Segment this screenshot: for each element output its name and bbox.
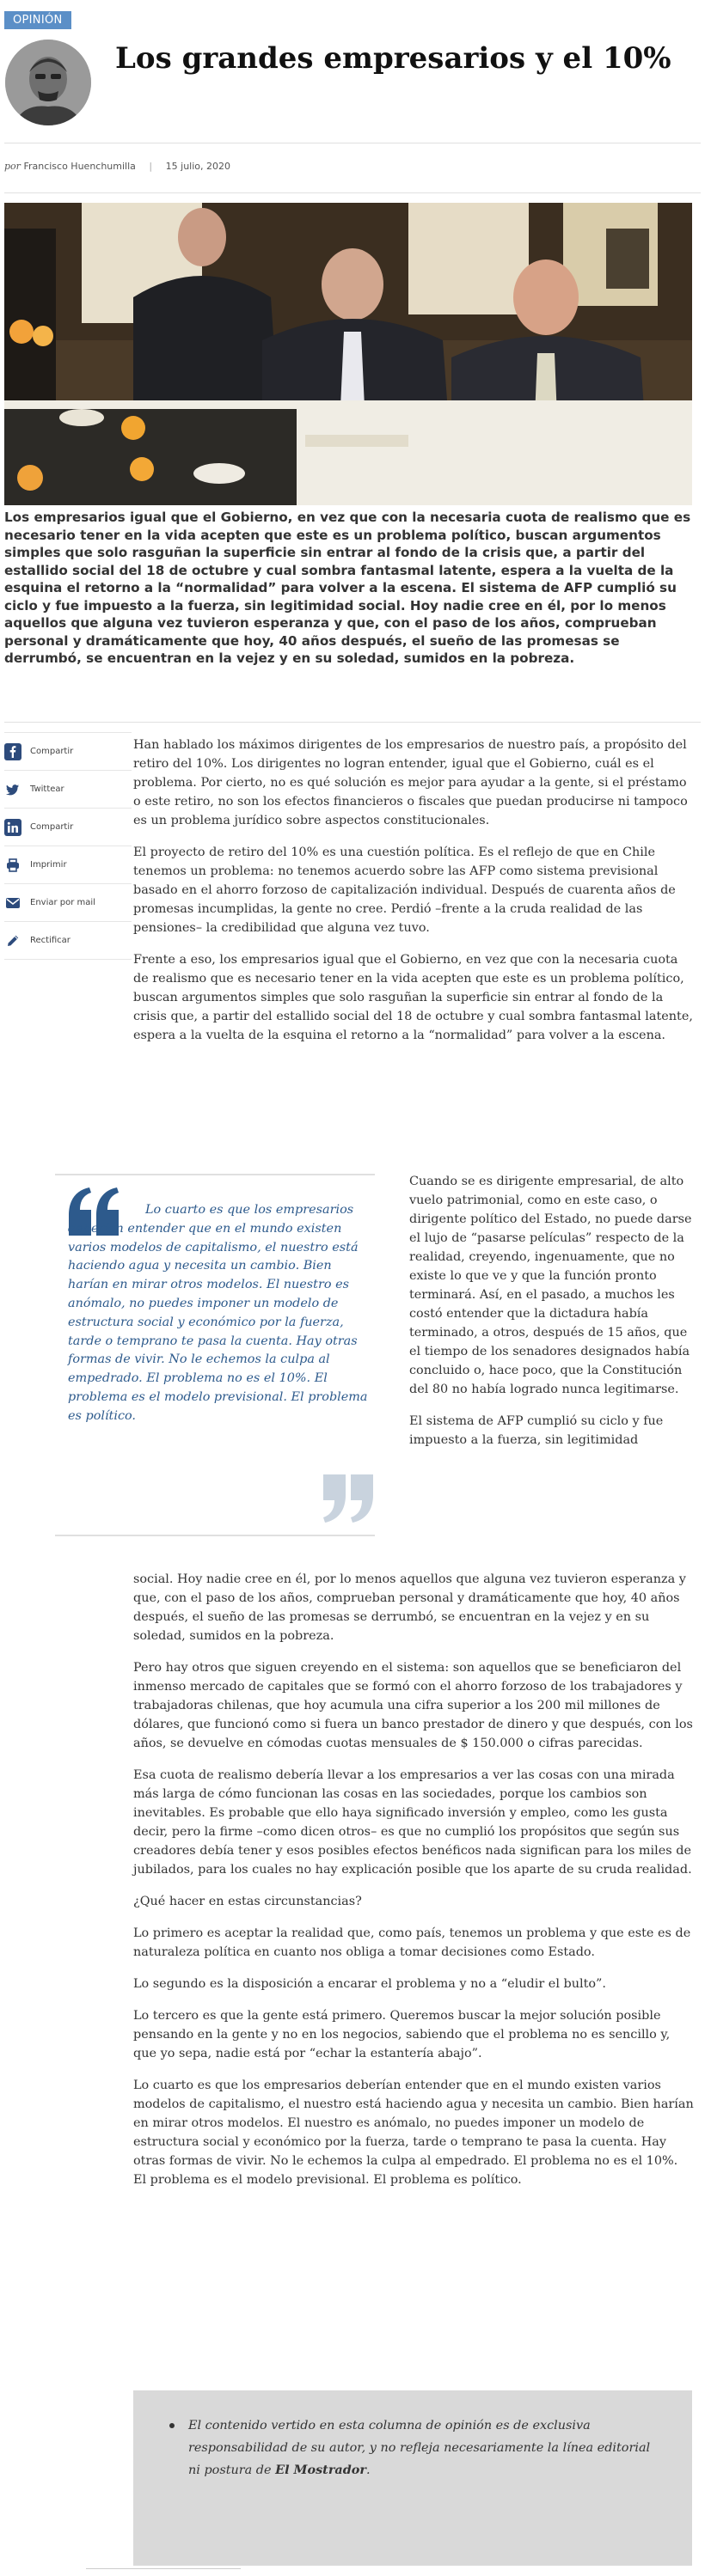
divider [4,192,701,193]
rectify-button[interactable] [4,922,132,960]
share-label: Compartir [30,822,74,832]
share-twitter-button[interactable] [4,771,132,809]
author-name[interactable]: Francisco Huenchumilla [23,161,136,172]
linkedin-icon [4,819,21,836]
paragraph: social. Hoy nadie cree en él, por lo menos aquellos que alguna vez tuvieron esperanza y que, con el paso de los años, comprueban personal y dramáticamente que hoy, 40 años después, el sueño de las promesas se derrumbó, se encuentran en la vejez y en su soledad, sumidos en la pobreza. [133,1572,686,1643]
article-body-bottom [133,1570,694,2202]
author-avatar[interactable] [5,40,91,125]
byline-separator: | [149,161,153,172]
article-lead: Los empresarios igual que el Gobierno, en vez que con la necesaria cuota de realismo que es necesario tener en la vida acepten que este es un problema político, buscan argumentos simples que solo rasguñan la superficie sin entrar al fondo de la crisis que, a partir del estallido social del 18 de octubre y cual sombra fantasmal latente, espera a la vuelta de la esquina el retorno a la “normalidad” para volver a la escena. El sistema de AFP cumplió su ciclo y fue impuesto a la fuerza, sin legitimidad social. Hoy nadie cree en él, por lo menos aquellos que alguna vez tuvieron esperanza y que, con el paso de los años, comprueban personal y dramáticamente que hoy, 40 años después, el sueño de las promesas se derrumbó, se encuentran en la vejez y en su soledad, sumidos en la pobreza. [4,510,691,666]
print-icon [4,857,21,874]
close-quote-icon [320,1471,375,1524]
paragraph: Lo primero es aceptar la realidad que, como país, tenemos un problema y que este es de naturaleza política en cuanto nos obliga a tomar decisiones como Estado. [133,1926,691,1959]
share-facebook-button[interactable] [4,732,132,771]
paragraph: Han hablado los máximos dirigentes de los empresarios de nuestro país, a propósito del retiro del 10%. Los dirigentes no logran entender, igual que el Gobierno, cuál es el problema. Por cierto, no es qué solución es mejor para ayudar a la gente, si el préstamo o este retiro, no son los efectos financieros o fiscales que puedan producirse ni tampoco es un problema jurídico sobre aspectos constitucionales. [133,738,688,827]
email-button[interactable] [4,884,132,922]
print-button[interactable] [4,846,132,884]
paragraph: Esa cuota de realismo debería llevar a los empresarios a ver las cosas con una mirada más larga de cómo funcionan las cosas en las sociedades, porque los cambios son inevitables. Es probable que ello haya significado inversión y empleo, como les gusta decir, pero la firme –como dicen otros– es que no cumplió los propósitos que según sus creadores debía tener y esos posibles efectos benéficos nada significan para los miles de jubilados, para los cuales no hay explicación posible que los aparte de su cruda realidad. [133,1768,692,1877]
article-title: Los grandes empresarios y el 10% [115,41,671,76]
share-label: Compartir [30,747,74,756]
paragraph: Lo tercero es que la gente está primero. Queremos buscar la mejor solución posible pensando en la gente y no en los negocios, sabiendo que el problema no es sencillo y, que yo sepa, nadie está por “echar la estantería abajo”. [133,2009,671,2060]
share-label: Twittear [30,784,64,794]
pullquote [55,1174,375,1536]
paragraph: El proyecto de retiro del 10% es una cuestión política. Es el reflejo de que en Chile tenemos un problema: no tenemos acuerdo sobre las AFP como sistema previsional basado en el ahorro forzoso de capitalización individual. Después de cuarenta años de promesas incumplidas, la gente no cree. Perdió –frente a la cruda realidad de las pensiones– la credibilidad que alguna vez tuvo. [133,845,676,935]
author-prefix: por [4,161,21,172]
article-photo [4,203,692,505]
share-label: Rectificar [30,936,70,945]
pullquote-text: Lo cuarto es que los empresarios deberían entender que en el mundo existen varios modelos de capitalismo, el nuestro está haciendo agua y necesita un cambio. Bien harían en mirar otros modelos. El nuestro es anómalo, no puedes imponer un modelo de estructura social y económico por la fuerza, tarde o temprano te pasa la cuenta. Hay otras formas de vivir. No le echemos la culpa al empedrado. El problema no es el 10%. El problema es el modelo previsional. El problema es político. [68,1203,368,1423]
mail-icon [4,894,21,912]
article-body-top [133,736,694,1058]
paragraph: Pero hay otros que siguen creyendo en el sistema: son aquellos que se beneficiaron del inmenso mercado de capitales que se formó con el ahorro forzoso de los trabajadores y trabajadoras chilenas, que hoy acumula una cifra superior a los 200 mil millones de dólares, que funcionó como si fuera un banco prestador de dinero y que después, con los años, se devuelve en cómodas cuotas mensuales de $ 150.000 o cifras parecidas. [133,1661,693,1750]
paragraph: El sistema de AFP cumplió su ciclo y fue impuesto a la fuerza, sin legitimidad [409,1414,664,1447]
article-body-side [409,1172,695,1462]
outlet-name: El Mostrador [275,2463,366,2477]
paragraph: ¿Qué hacer en estas circunstancias? [133,1895,362,1908]
bullet-icon [169,2423,175,2428]
disclaimer-box [133,2390,692,2566]
share-label: Enviar por mail [30,898,95,907]
edit-icon [4,932,21,949]
disclaimer-text: El contenido vertido en esta columna de opinión es de exclusiva responsabilidad de su autor, y no refleja necesariamente la línea editorial ni postura de El Mostrador. [188,2419,651,2477]
twitter-icon [4,781,21,798]
divider [4,722,701,723]
footer-divider [86,2568,241,2569]
share-linkedin-button[interactable] [4,809,132,846]
paragraph: Frente a eso, los empresarios igual que el Gobierno, en vez que con la necesaria cuota de realismo que es necesario tener en la vida acepten que este es un problema político, buscan argumentos simples que solo rasguñan la superficie sin entrar al fondo de la crisis que, a partir del estallido social del 18 de octubre y cual sombra fantasmal latente, espera a la vuelta de la esquina el retorno a la “normalidad” para volver a la escena. [133,953,693,1042]
share-label: Imprimir [30,860,67,870]
facebook-icon [4,743,21,760]
paragraph: Cuando se es dirigente empresarial, de alto vuelo patrimonial, como en este caso, o dirigente político del Estado, no puede darse el lujo de “pasarse películas” respecto de la realidad, creyendo, ingenuamente, que no existe lo que ve y que la función pronto terminará. Así, en el pasado, a muchos les costó entender que la dictadura había terminado, a otros, después de 15 años, que el tiempo de los senadores designados había concluido o, hace poco, que la Constitución del 80 no había logrado nunca legitimarse. [409,1175,692,1396]
share-bar [4,732,132,960]
paragraph: Lo cuarto es que los empresarios deberían entender que en el mundo existen varios modelos de capitalismo, el nuestro está haciendo agua y necesita un cambio. Bien harían en mirar otros modelos. El nuestro es anómalo, no puedes imponer un modelo de estructura social y económico por la fuerza, tarde o temprano te pasa la cuenta. Hay otras formas de vivir. No le echemos la culpa al empedrado. El problema no es el 10%. El problema es el modelo previsional. El problema es político. [133,2079,694,2187]
byline [4,161,230,172]
paragraph: Lo segundo es la disposición a encarar el problema y no a “eludir el bulto”. [133,1977,606,1991]
section-badge[interactable]: OPINIÓN [4,11,71,29]
publish-date: 15 julio, 2020 [165,161,230,172]
